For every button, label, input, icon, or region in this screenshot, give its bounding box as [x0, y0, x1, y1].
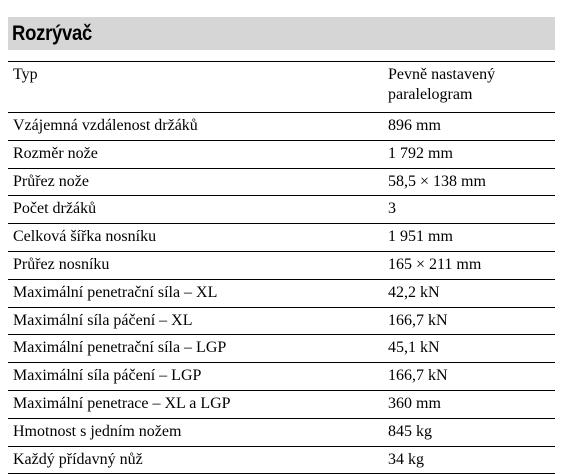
row-value: 166,7 kN: [388, 367, 448, 385]
row-label: Maximální penetrace – XL a LGP: [13, 394, 231, 412]
row-label: Vzájemná vzdálenost držáků: [13, 117, 198, 134]
row-label: Typ: [13, 66, 38, 83]
row-value: 1 792 mm: [388, 144, 453, 162]
table-row: [8, 280, 555, 308]
table-row: [8, 308, 555, 336]
row-value: 845 kg: [388, 422, 432, 440]
row-label: Maximální síla páčení – XL: [13, 311, 193, 329]
row-value: 3: [388, 200, 396, 218]
table-row: [8, 196, 555, 224]
table-row: [8, 113, 555, 141]
table-row: [8, 141, 555, 169]
table-row: [8, 252, 555, 280]
row-value: 360 mm: [388, 394, 441, 412]
row-value: 165 × 211 mm: [388, 255, 482, 273]
row-value: [388, 62, 555, 112]
row-value: 42,2 kN: [388, 283, 440, 301]
table-row: [8, 447, 555, 474]
spec-table: [8, 61, 555, 474]
table-row: [8, 391, 555, 419]
row-label: Průřez nože: [13, 172, 89, 190]
row-value: 896 mm: [388, 117, 441, 134]
row-label: Každý přídavný nůž: [13, 450, 143, 468]
section-title: Rozrývač: [12, 21, 93, 45]
row-label: Rozměr nože: [13, 144, 98, 162]
row-label: Maximální penetrační síla – LGP: [13, 339, 227, 357]
row-value: 166,7 kN: [388, 311, 448, 329]
table-row: [8, 419, 555, 447]
row-value: 1 951 mm: [388, 228, 453, 246]
row-value: 58,5 × 138 mm: [388, 172, 486, 190]
row-label: Maximální penetrační síla – XL: [13, 283, 218, 301]
row-label: Počet držáků: [13, 200, 97, 218]
section-header: [8, 17, 555, 50]
table-row: [8, 169, 555, 197]
row-value: 34 kg: [388, 450, 424, 468]
row-value-line: Pevně nastavený: [388, 66, 496, 83]
table-row: [8, 224, 555, 252]
row-label: Celková šířka nosníku: [13, 228, 157, 246]
table-row: [8, 363, 555, 391]
row-label: Průřez nosníku: [13, 255, 110, 273]
row-value-line: paralelogram: [388, 86, 473, 103]
table-row: [8, 335, 555, 363]
row-label: Maximální síla páčení – LGP: [13, 367, 202, 385]
row-label: Hmotnost s jedním nožem: [13, 422, 182, 440]
table-row: [8, 62, 555, 113]
row-value: 45,1 kN: [388, 339, 440, 357]
